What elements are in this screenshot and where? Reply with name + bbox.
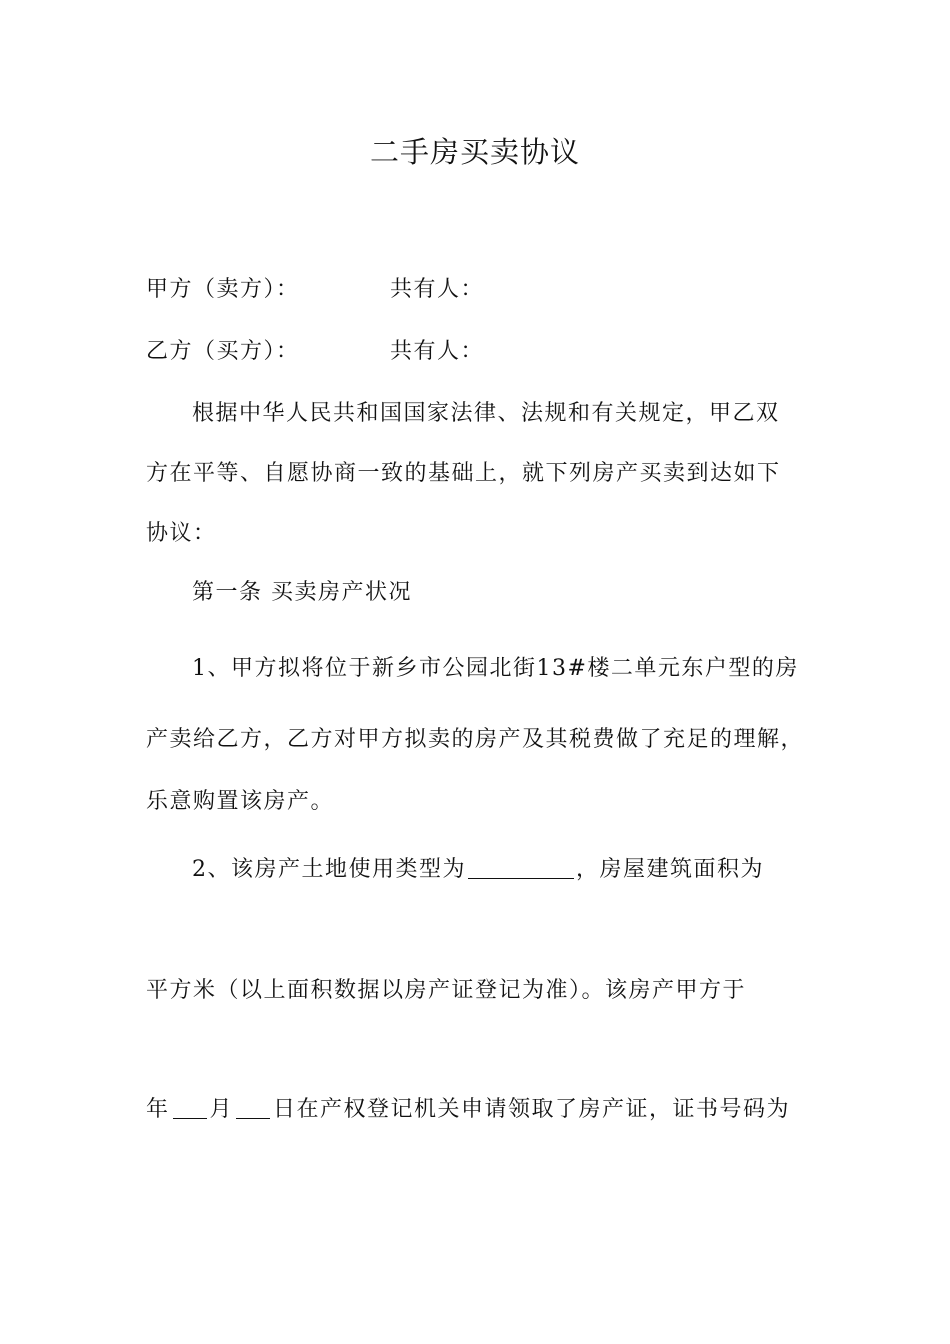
preamble-line-3: 协议： <box>146 521 217 546</box>
article-1-heading: 第一条 买卖房产状况 <box>192 580 412 605</box>
party-b-coowner-label: 共有人： <box>390 339 485 364</box>
year-label: 年 <box>146 1097 170 1122</box>
article-1-item-2-line-1 <box>192 857 764 883</box>
article-1-item-1-line-2: 产卖给乙方，乙方对甲方拟卖的房产及其税费做了充足的理解， <box>146 727 805 752</box>
item-2-text-a: 2、该房产土地使用类型为 <box>192 857 466 882</box>
month-blank[interactable] <box>173 1098 207 1119</box>
item-2-text-b: ，房屋建筑面积为 <box>576 857 765 882</box>
article-1-item-2-line-2: 平方米（以上面积数据以房产证登记为准）。该房产甲方于 <box>146 978 747 1003</box>
article-1-item-1-line-1: 1、甲方拟将位于新乡市公园北街13#楼二单元东户型的房 <box>192 656 799 681</box>
preamble-line-1: 根据中华人民共和国国家法律、法规和有关规定，甲乙双 <box>192 401 780 426</box>
item-2-line-3-rest: 日在产权登记机关申请领取了房产证，证书号码为 <box>273 1097 791 1122</box>
article-1-item-2-line-3 <box>146 1097 790 1123</box>
document-title: 二手房买卖协议 <box>369 135 580 169</box>
preamble-line-2: 方在平等、自愿协商一致的基础上，就下列房产买卖到达如下 <box>146 461 781 486</box>
article-1-item-1-line-3: 乐意购置该房产。 <box>146 789 335 814</box>
party-a-label: 甲方（卖方）： <box>146 277 300 302</box>
party-b-label: 乙方（买方）： <box>146 339 300 364</box>
month-label: 月 <box>209 1097 234 1122</box>
land-use-type-blank[interactable] <box>468 858 574 879</box>
day-blank[interactable] <box>236 1098 270 1119</box>
party-a-coowner-label: 共有人： <box>390 277 485 302</box>
